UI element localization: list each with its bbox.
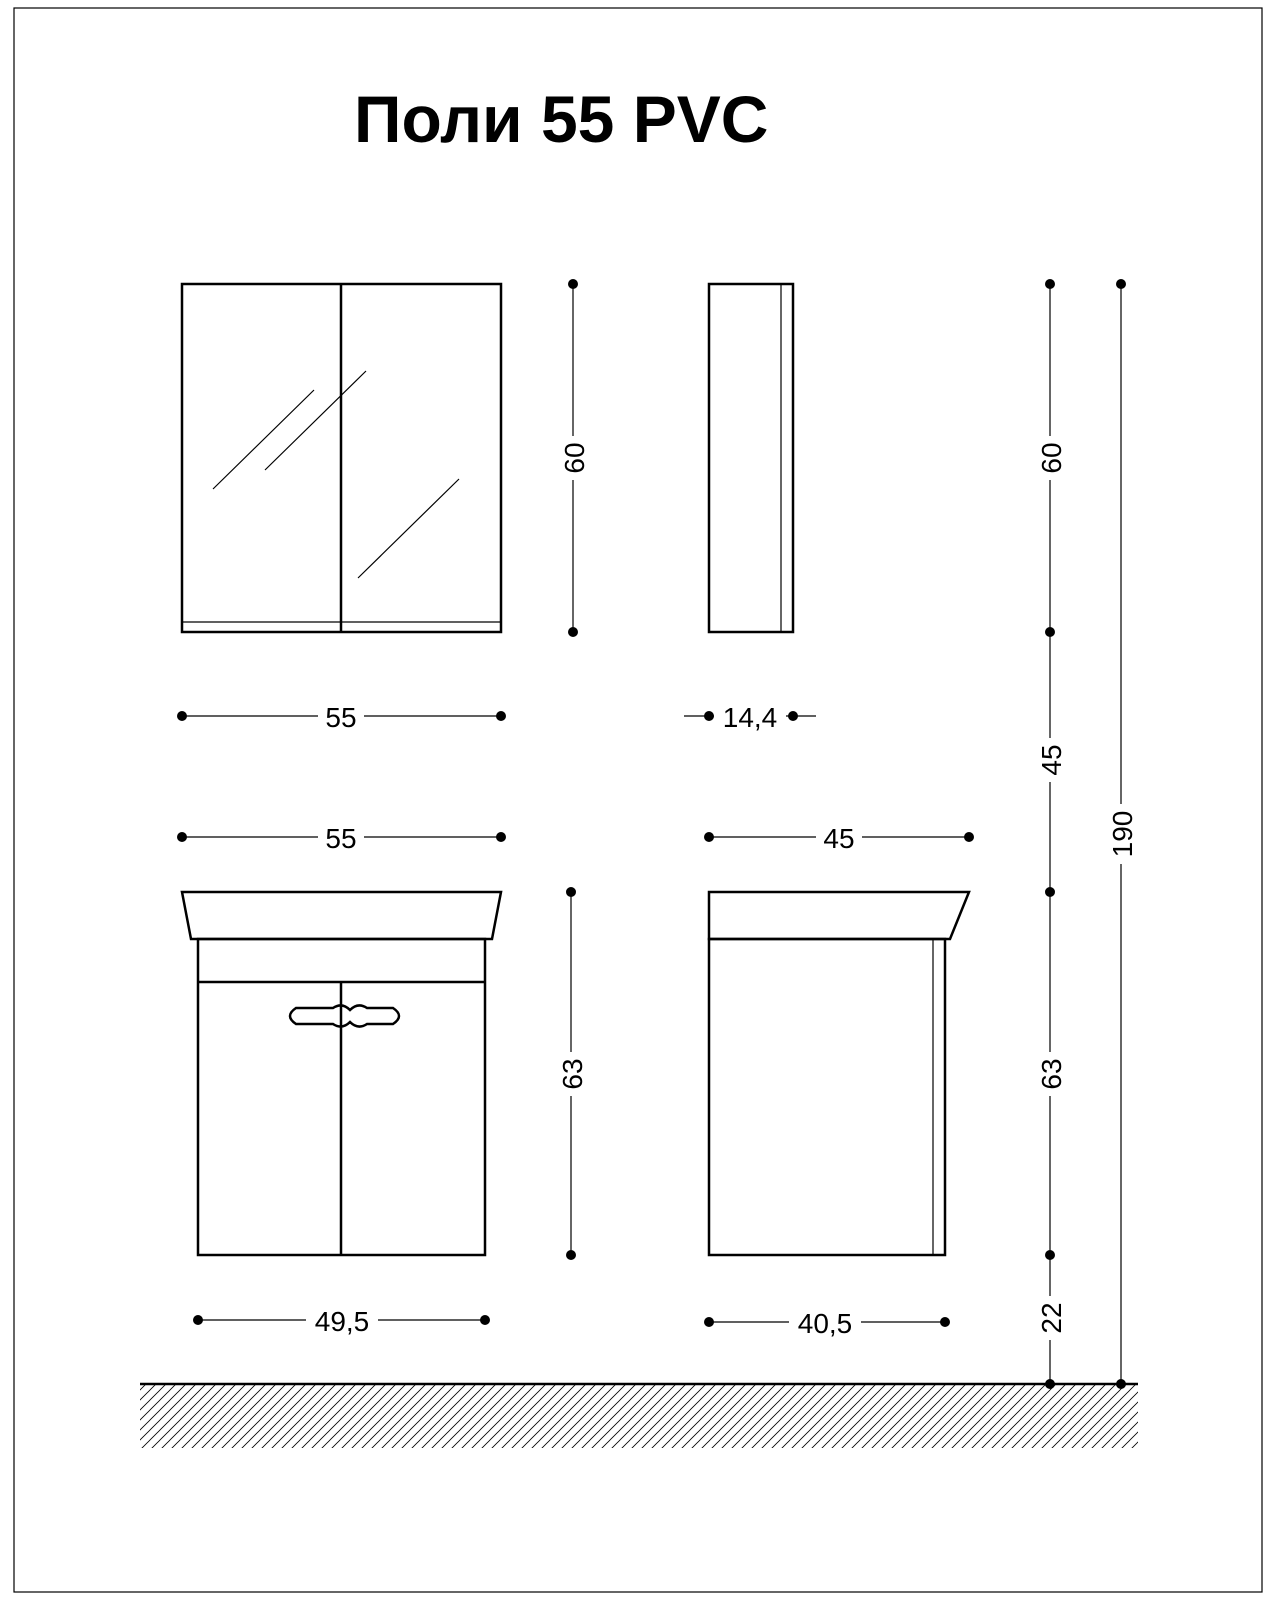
- vanity-front-view: [182, 892, 501, 1255]
- dim-vanity-body-width: [193, 1304, 490, 1337]
- svg-text:55: 55: [325, 823, 357, 854]
- dim-vanity-top-depth: [704, 821, 974, 854]
- svg-text:63: 63: [1036, 1058, 1067, 1090]
- dim-vanity-body-depth: [704, 1306, 950, 1339]
- svg-text:49,5: 49,5: [314, 1306, 370, 1337]
- dim-stacked-heights: [1033, 279, 1067, 1389]
- svg-text:22: 22: [1036, 1302, 1067, 1334]
- svg-text:60: 60: [559, 442, 590, 474]
- page-border: [14, 8, 1262, 1592]
- floor: [140, 1384, 1138, 1448]
- dim-mirror-height: [556, 279, 590, 637]
- svg-text:63: 63: [557, 1058, 588, 1090]
- dim-mirror-depth: [684, 700, 816, 733]
- dim-vanity-height: [554, 887, 588, 1260]
- dim-mirror-width: [177, 700, 506, 733]
- handle: [290, 1005, 399, 1026]
- dim-total-height: [1104, 279, 1138, 1389]
- svg-text:190: 190: [1107, 810, 1138, 858]
- mirror-cabinet-front-view: [182, 284, 501, 632]
- svg-text:55: 55: [325, 702, 357, 733]
- svg-text:45: 45: [1036, 744, 1067, 776]
- svg-text:14,4: 14,4: [722, 702, 778, 733]
- svg-text:45: 45: [823, 823, 855, 854]
- svg-text:40,5: 40,5: [797, 1308, 853, 1339]
- svg-text:60: 60: [1036, 442, 1067, 474]
- page-title: Поли 55 PVC: [354, 82, 769, 156]
- vanity-side-view: [709, 892, 969, 1255]
- mirror-cabinet-side-view: [709, 284, 793, 632]
- dim-vanity-top-width: [177, 821, 506, 854]
